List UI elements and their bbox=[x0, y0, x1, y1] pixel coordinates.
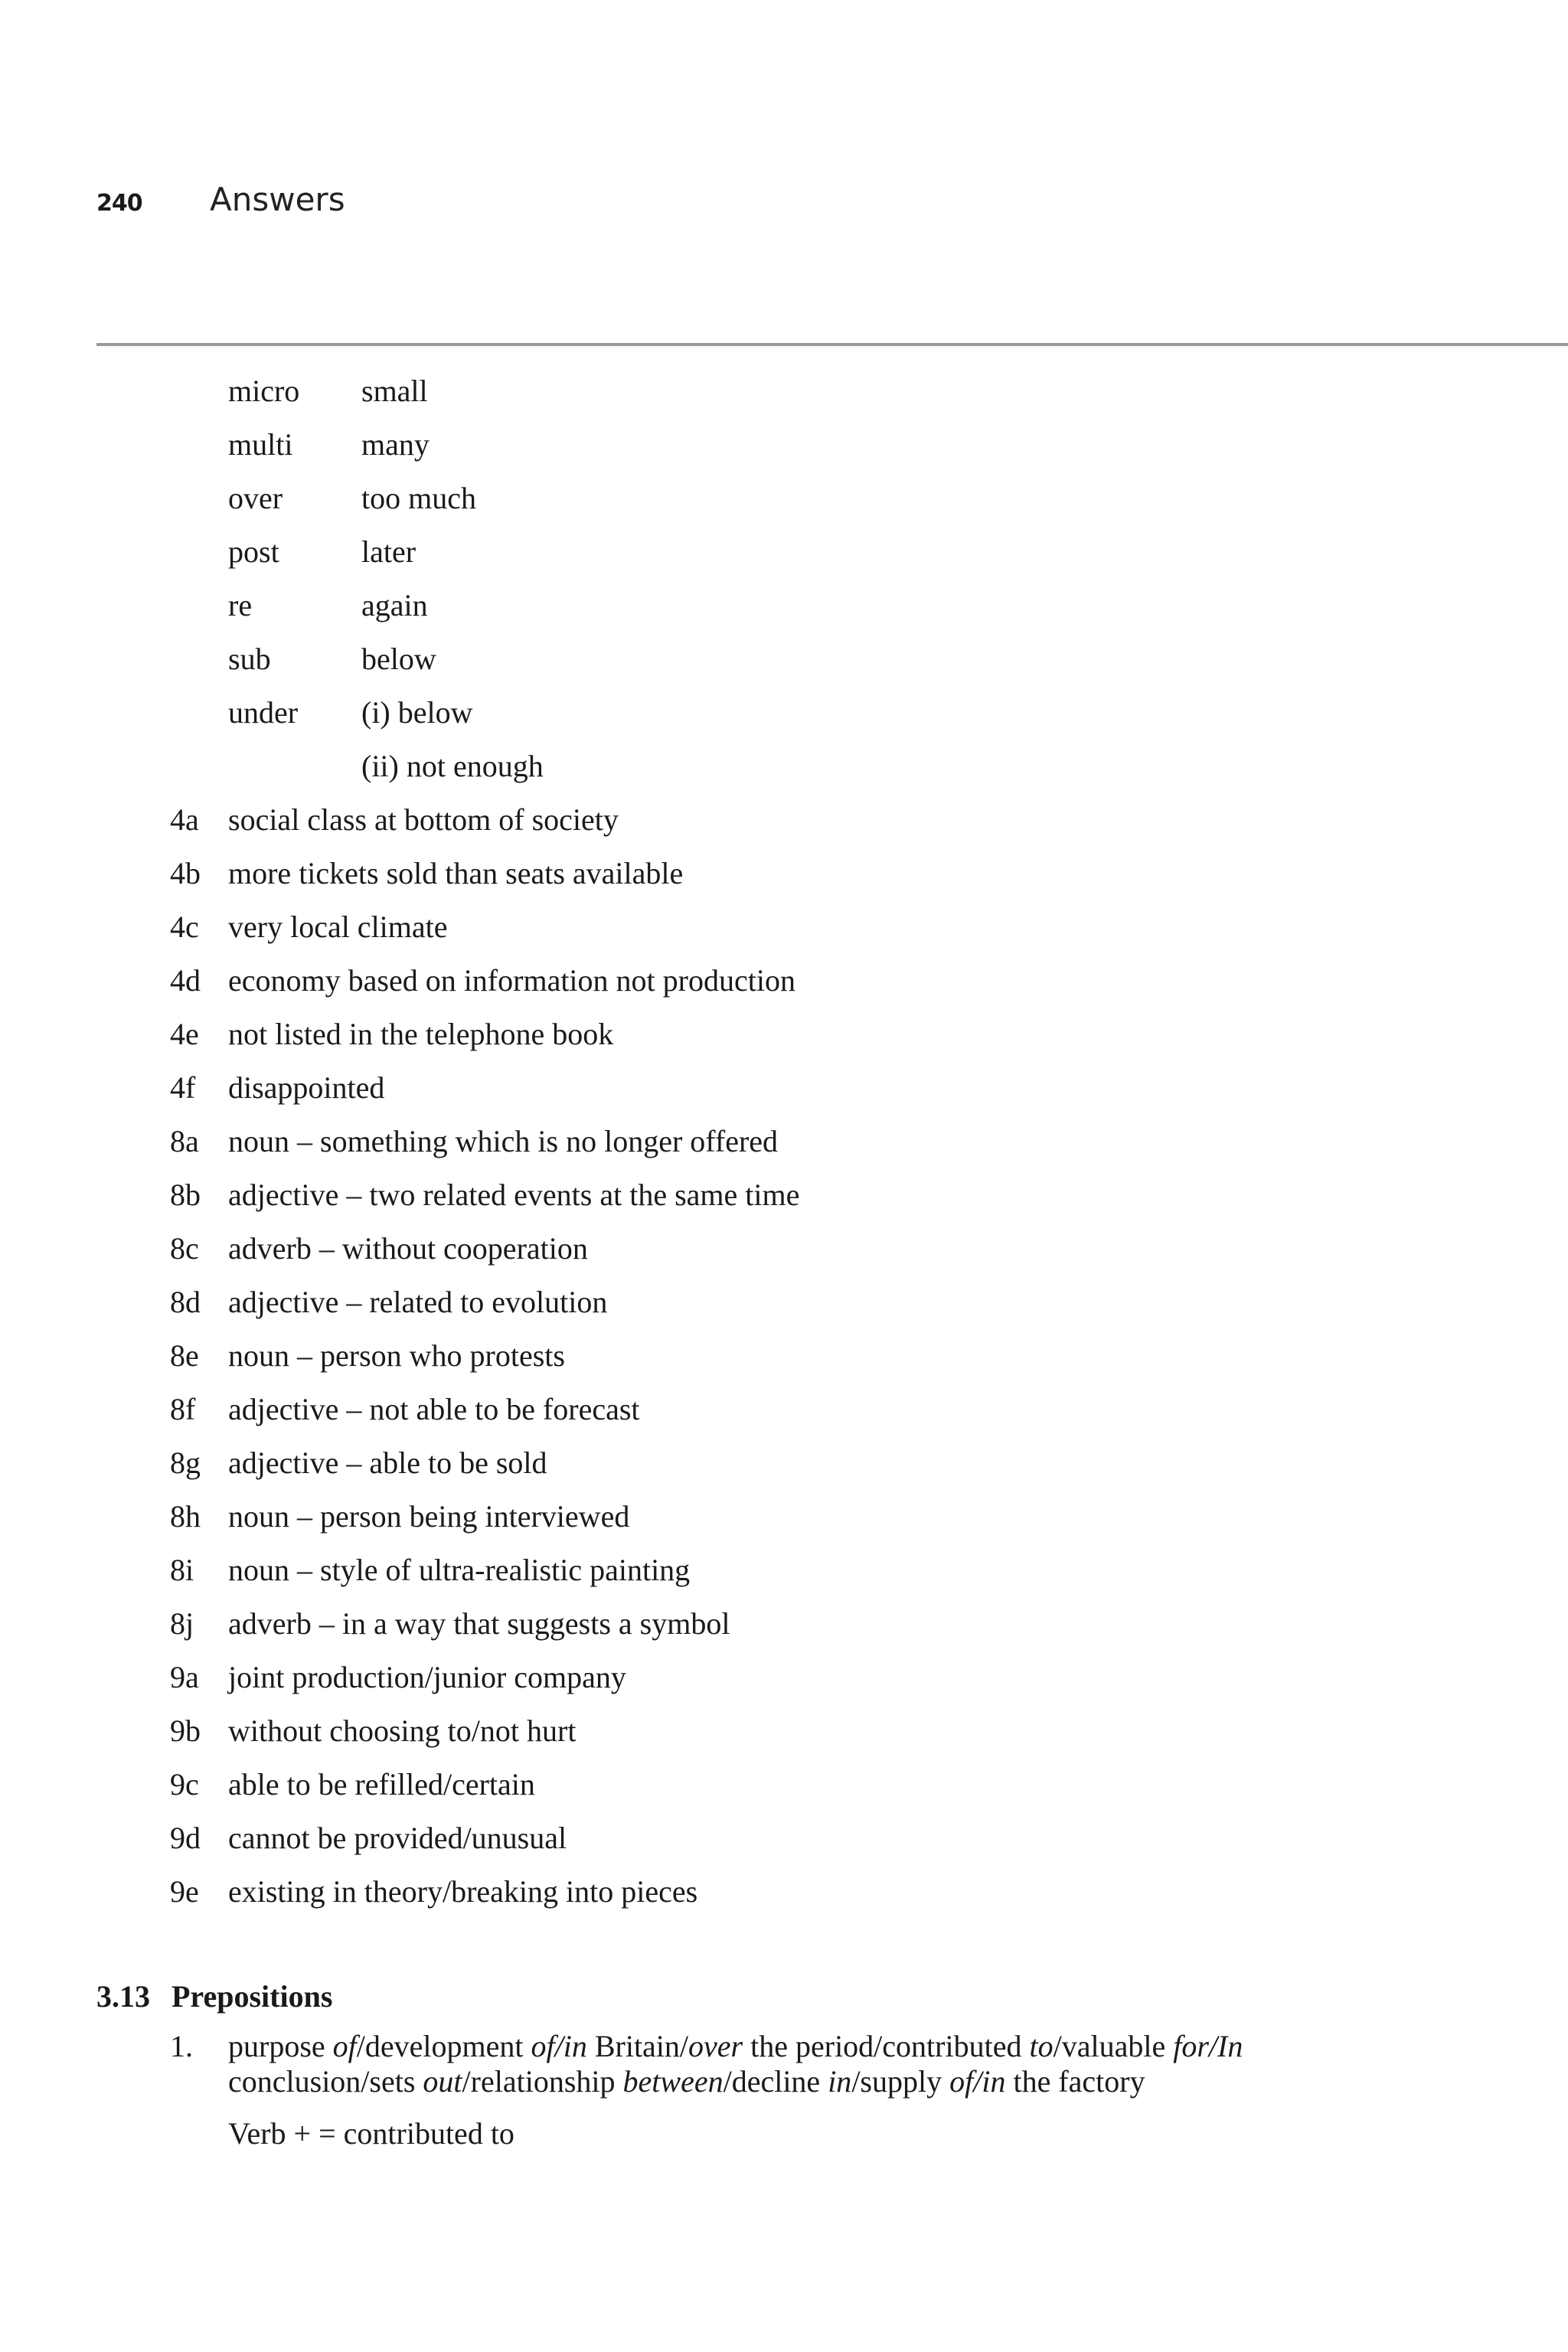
preposition-answer: of/in bbox=[949, 2064, 1006, 2099]
text-segment: /development bbox=[356, 2029, 531, 2063]
answer-row bbox=[0, 1651, 1568, 1704]
answer-number: 4b bbox=[170, 856, 201, 890]
answer-text: adverb – without cooperation bbox=[228, 1231, 588, 1266]
answer-row bbox=[0, 1168, 1568, 1222]
answer-text: cannot be provided/unusual bbox=[228, 1821, 567, 1855]
answer-row bbox=[0, 1436, 1568, 1490]
answer-row bbox=[0, 1597, 1568, 1651]
answer-row bbox=[0, 793, 1568, 847]
answer-row bbox=[0, 954, 1568, 1008]
prefix-row bbox=[0, 740, 1568, 793]
prefix-meaning: later bbox=[361, 534, 416, 569]
preposition-answer: to bbox=[1029, 2029, 1054, 2063]
text-segment: /supply bbox=[851, 2064, 950, 2099]
section-heading bbox=[96, 1978, 332, 2014]
answer-number: 9d bbox=[170, 1821, 201, 1855]
answer-number: 8c bbox=[170, 1231, 199, 1266]
answer-text: not listed in the telephone book bbox=[228, 1017, 614, 1051]
answer-text: without choosing to/not hurt bbox=[228, 1713, 577, 1748]
item-text bbox=[228, 2029, 1377, 2099]
section-title: Prepositions bbox=[172, 1979, 333, 2014]
answer-text: existing in theory/breaking into pieces bbox=[228, 1874, 698, 1909]
answer-text: economy based on information not production bbox=[228, 963, 795, 998]
preposition-answer: over bbox=[688, 2029, 743, 2063]
answer-row bbox=[0, 1865, 1568, 1919]
answer-number: 4c bbox=[170, 910, 199, 944]
answer-row bbox=[0, 1115, 1568, 1168]
answer-number: 9c bbox=[170, 1767, 199, 1802]
prefix-term bbox=[228, 740, 361, 793]
prefix-row bbox=[0, 472, 1568, 525]
answer-text: adverb – in a way that suggests a symbol bbox=[228, 1606, 730, 1641]
answer-text: disappointed bbox=[228, 1070, 385, 1105]
answer-row bbox=[0, 1222, 1568, 1276]
answer-row bbox=[0, 1811, 1568, 1865]
prefix-meaning: many bbox=[361, 427, 430, 462]
answer-number: 4a bbox=[170, 802, 199, 837]
answer-text: able to be refilled/certain bbox=[228, 1767, 535, 1802]
answer-row bbox=[0, 847, 1568, 900]
answer-number: 9a bbox=[170, 1660, 199, 1694]
prefix-row bbox=[0, 418, 1568, 472]
prefix-meaning: (i) below bbox=[361, 695, 473, 730]
answer-row bbox=[0, 1758, 1568, 1811]
answer-number: 9e bbox=[170, 1874, 199, 1909]
answer-text: social class at bottom of society bbox=[228, 802, 619, 837]
answer-row bbox=[0, 1276, 1568, 1329]
text-segment: purpose bbox=[228, 2029, 333, 2063]
prefix-meaning: again bbox=[361, 588, 428, 622]
prefix-meaning: below bbox=[361, 642, 436, 676]
section-number: 3.13 bbox=[96, 1979, 150, 2014]
text-segment: the factory bbox=[1005, 2064, 1145, 2099]
text-segment: the period/contributed bbox=[743, 2029, 1030, 2063]
answer-number: 4f bbox=[170, 1070, 196, 1105]
answer-row bbox=[0, 1008, 1568, 1061]
answer-text: adjective – able to be sold bbox=[228, 1446, 547, 1480]
answer-row bbox=[0, 1329, 1568, 1383]
prefix-row bbox=[0, 686, 1568, 740]
preposition-answer: in bbox=[828, 2064, 852, 2099]
item-number: 1. bbox=[170, 2029, 193, 2063]
prefix-term: sub bbox=[228, 642, 271, 676]
text-segment: /relationship bbox=[462, 2064, 623, 2099]
answer-number: 8e bbox=[170, 1338, 199, 1373]
prepositions-answers bbox=[0, 2029, 1568, 2151]
list-item bbox=[0, 2029, 1568, 2099]
prefix-row bbox=[0, 525, 1568, 579]
answer-list bbox=[0, 793, 1568, 1919]
prefix-row bbox=[0, 632, 1568, 686]
page-number: 240 bbox=[96, 190, 142, 217]
answer-text: adjective – two related events at the same time bbox=[228, 1178, 800, 1212]
preposition-answer: for/In bbox=[1173, 2029, 1243, 2063]
prefix-term: multi bbox=[228, 427, 293, 462]
answer-text: joint production/junior company bbox=[228, 1660, 626, 1694]
header-rule bbox=[96, 343, 1568, 346]
answer-number: 8d bbox=[170, 1285, 201, 1319]
page-header bbox=[96, 181, 345, 218]
answer-number: 8g bbox=[170, 1446, 201, 1480]
prefix-list bbox=[0, 364, 1568, 793]
answer-number: 4e bbox=[170, 1017, 199, 1051]
answer-number: 8i bbox=[170, 1553, 194, 1587]
answer-number: 8f bbox=[170, 1392, 196, 1426]
answer-number: 4d bbox=[170, 963, 201, 998]
answer-number: 8h bbox=[170, 1499, 201, 1534]
prefix-term: micro bbox=[228, 374, 300, 408]
text-segment: Britain/ bbox=[586, 2029, 689, 2063]
answer-number: 8a bbox=[170, 1124, 199, 1158]
answer-number: 8j bbox=[170, 1606, 194, 1641]
answer-text: noun – person being interviewed bbox=[228, 1499, 630, 1534]
prefix-row bbox=[0, 579, 1568, 632]
answer-row bbox=[0, 1704, 1568, 1758]
answer-content bbox=[0, 364, 1568, 1919]
prefix-meaning: too much bbox=[361, 481, 476, 515]
answer-text: adjective – not able to be forecast bbox=[228, 1392, 640, 1426]
text-segment: conclusion/sets bbox=[228, 2064, 423, 2099]
prefix-meaning: small bbox=[361, 374, 428, 408]
answer-number: 9b bbox=[170, 1713, 201, 1748]
answer-row bbox=[0, 1490, 1568, 1544]
prefix-meaning: (ii) not enough bbox=[361, 749, 544, 783]
answer-row bbox=[0, 1061, 1568, 1115]
answer-row bbox=[0, 1383, 1568, 1436]
answer-text: more tickets sold than seats available bbox=[228, 856, 684, 890]
answer-row bbox=[0, 1544, 1568, 1597]
running-head: Answers bbox=[210, 181, 345, 218]
text-segment: /decline bbox=[723, 2064, 828, 2099]
answer-text: adjective – related to evolution bbox=[228, 1285, 608, 1319]
prefix-row bbox=[0, 364, 1568, 418]
preposition-answer: between bbox=[622, 2064, 724, 2099]
preposition-answer: out bbox=[423, 2064, 462, 2099]
item-note: Verb + = contributed to bbox=[228, 2116, 514, 2151]
prefix-term: re bbox=[228, 588, 253, 622]
prefix-term: over bbox=[228, 481, 283, 515]
answer-text: very local climate bbox=[228, 910, 448, 944]
answer-text: noun – something which is no longer offered bbox=[228, 1124, 779, 1158]
answer-number: 8b bbox=[170, 1178, 201, 1212]
preposition-answer: of/in bbox=[531, 2029, 587, 2063]
answer-text: noun – person who protests bbox=[228, 1338, 565, 1373]
preposition-answer: of bbox=[332, 2029, 357, 2063]
answer-text: noun – style of ultra-realistic painting bbox=[228, 1553, 691, 1587]
answer-row bbox=[0, 900, 1568, 954]
text-segment: /valuable bbox=[1053, 2029, 1174, 2063]
prefix-term: post bbox=[228, 534, 279, 569]
prefix-term: under bbox=[228, 695, 299, 730]
